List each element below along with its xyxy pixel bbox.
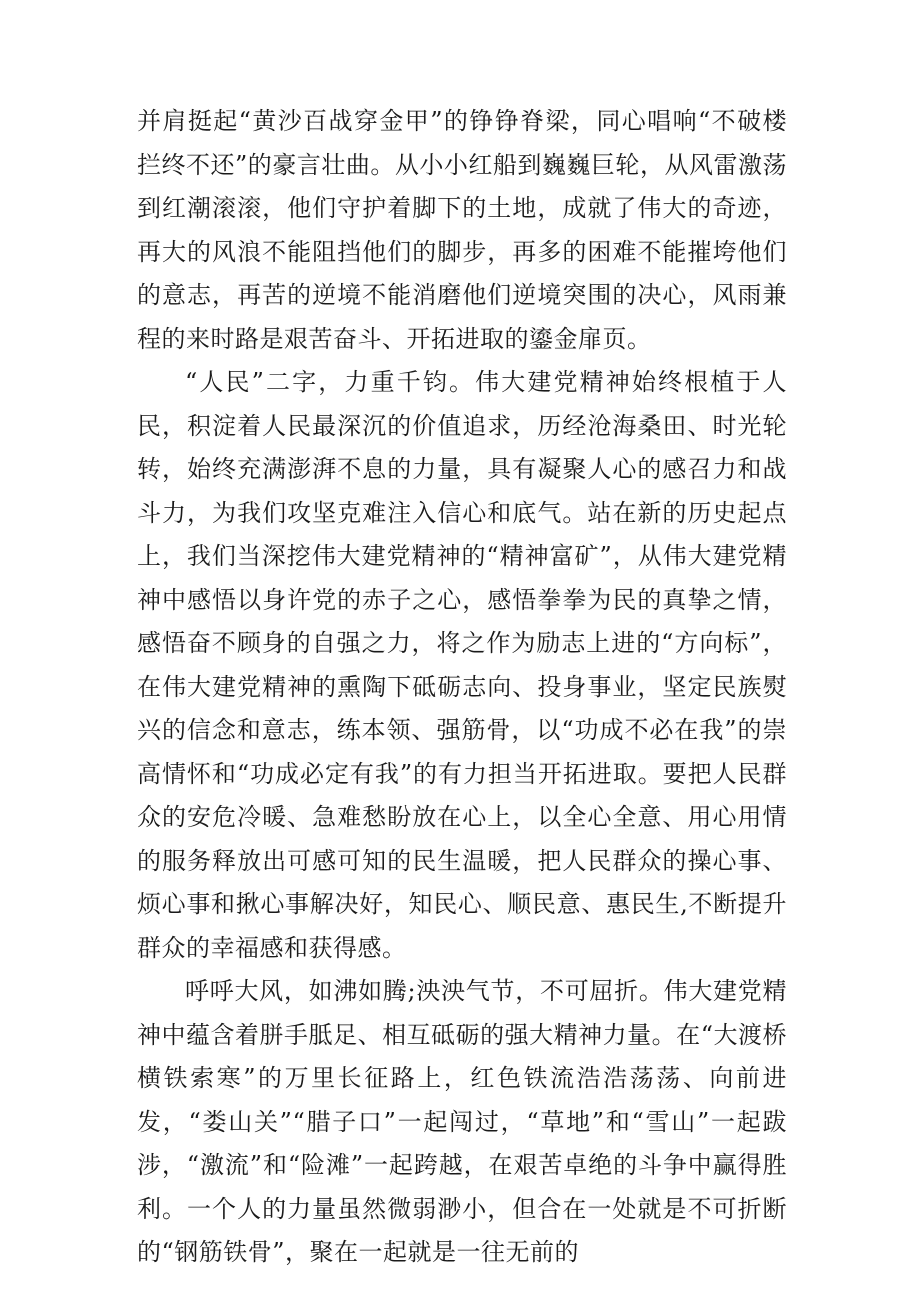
document-body (137, 100, 787, 1275)
paragraph-1: 并肩挺起“黄沙百战穿金甲”的铮铮脊梁，同心唱响“不破楼拦终不还”的豪言壮曲。从小小红船到巍巍巨轮，从风雷激荡到红潮滚滚，他们守护着脚下的土地，成就了伟大的奇迹，再大的风浪不能阻挡他们的脚步，再多的困难不能摧垮他们的意志，再苦的逆境不能消磨他们逆境突围的决心，风雨兼程的来时路是艰苦奋斗、开拓进取的鎏金扉页。 (137, 107, 787, 353)
paragraph-3: 呼呼大风，如沸如腾;泱泱气节，不可屈折。伟大建党精神中蕴含着胼手胝足、相互砥砺的强大精神力量。在“大渡桥横铁索寒”的万里长征路上，红色铁流浩浩荡荡、向前进发，“娄山关”“腊子口”一起闯过，“草地”和“雪山”一起跋涉，“激流”和“险滩”一起跨越，在艰苦卓绝的斗争中赢得胜利。一个人的力量虽然微弱渺小，但合在一处就是不可折断的“钢筋铁骨”，聚在一起就是一往无前的 (137, 977, 787, 1266)
paragraph-2: “人民”二字，力重千钧。伟大建党精神始终根植于人民，积淀着人民最深沉的价值追求，历经沧海桑田、时光轮转，始终充满澎湃不息的力量，具有凝聚人心的感召力和战斗力，为我们攻坚克难注入信心和底气。站在新的历史起点上，我们当深挖伟大建党精神的“精神富矿”，从伟大建党精神中感悟以身许党的赤子之心，感悟拳拳为民的真挚之情，感悟奋不顾身的自强之力，将之作为励志上进的“方向标”，在伟大建党精神的熏陶下砥砺志向、投身事业，坚定民族熨兴的信念和意志，练本领、强筋骨，以“功成不必在我”的崇高情怀和“功成必定有我”的有力担当开拓进取。要把人民群众的安危冷暖、急难愁盼放在心上，以全心全意、用心用情的服务释放出可感可知的民生温暖，把人民群众的操心事、烦心事和揪心事解决好，知民心、顺民意、惠民生,不断提升群众的幸福感和获得感。 (137, 368, 787, 962)
